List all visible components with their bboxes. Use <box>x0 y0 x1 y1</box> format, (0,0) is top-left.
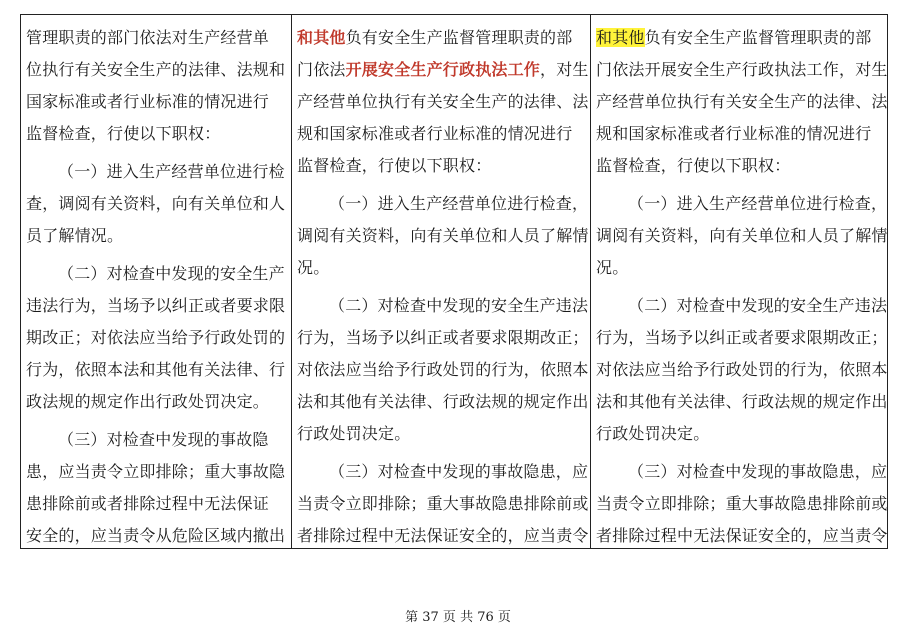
text-segment: 行为，依照本法和其他有关法律、行 <box>26 360 286 379</box>
text-line <box>297 156 491 176</box>
text-line <box>58 430 269 450</box>
text-line <box>297 392 589 412</box>
text-line <box>297 92 589 112</box>
text-segment: 安全的，应当责令从危险区域内撤出 <box>26 526 286 545</box>
text-segment: 政法规的规定作出行政处罚决定。 <box>26 392 270 411</box>
table-column-original <box>21 15 291 548</box>
text-line <box>26 60 285 80</box>
text-line <box>26 226 123 246</box>
highlighted-text: 和其他 <box>596 28 645 47</box>
text-line <box>596 258 628 278</box>
text-segment: 者排除过程中无法保证安全的，应当责令 <box>297 526 589 545</box>
text-segment: （一）进入生产经营单位进行检查， <box>628 194 888 213</box>
text-line <box>596 494 888 514</box>
text-segment: （三）对检查中发现的事故隐患，应 <box>628 462 888 481</box>
text-segment: 患，应当责令立即排除；重大事故隐 <box>26 462 286 481</box>
text-segment: 规和国家标准或者行业标准的情况进行 <box>596 124 872 143</box>
text-line <box>596 28 871 48</box>
text-segment: 当责令立即排除；重大事故隐患排除前或 <box>297 494 589 513</box>
text-line <box>26 296 285 316</box>
text-line <box>596 226 888 246</box>
text-line <box>628 296 887 316</box>
text-line <box>26 124 220 144</box>
text-segment: 对依法应当给予行政处罚的行为，依照本 <box>596 360 888 379</box>
text-segment: 法和其他有关法律、行政法规的规定作出 <box>596 392 888 411</box>
comparison-table <box>20 14 888 549</box>
text-line <box>297 226 589 246</box>
text-segment: 门依法 <box>297 60 346 79</box>
text-line <box>297 28 572 48</box>
text-line <box>596 124 871 144</box>
text-line <box>58 264 285 284</box>
text-line <box>628 462 887 482</box>
text-line <box>596 360 888 380</box>
text-segment: 况。 <box>596 258 629 277</box>
text-segment: 门依法开展安全生产行政执法工作，对生 <box>596 60 888 79</box>
text-segment: 患排除前或者排除过程中无法保证 <box>26 494 270 513</box>
text-line <box>329 194 588 214</box>
text-segment: 管理职责的部门依法对生产经营单 <box>26 28 270 47</box>
text-segment: 行政处罚决定。 <box>297 424 411 443</box>
text-line <box>297 328 589 348</box>
text-segment: 员了解情况。 <box>26 226 124 245</box>
text-line <box>596 328 888 348</box>
text-segment: （一）进入生产经营单位进行检查， <box>329 194 589 213</box>
text-line <box>297 526 589 546</box>
text-segment: （二）对检查中发现的安全生产 <box>58 264 285 283</box>
text-segment: 当责令立即排除；重大事故隐患排除前或 <box>596 494 888 513</box>
text-line <box>596 424 709 444</box>
text-line <box>26 28 269 48</box>
text-segment: （三）对检查中发现的事故隐患，应 <box>329 462 589 481</box>
text-segment: 对依法应当给予行政处罚的行为，依照本 <box>297 360 589 379</box>
text-line <box>596 392 888 412</box>
text-line <box>596 526 888 546</box>
text-segment: 监督检查，行使以下职权： <box>596 156 791 175</box>
text-line <box>58 162 285 182</box>
text-line <box>26 526 285 546</box>
text-segment: 规和国家标准或者行业标准的情况进行 <box>297 124 573 143</box>
text-line <box>297 124 572 144</box>
text-line <box>628 194 887 214</box>
text-line <box>329 296 588 316</box>
text-line <box>297 60 589 80</box>
text-segment: 者排除过程中无法保证安全的，应当责令 <box>596 526 888 545</box>
table-column-revised <box>590 15 888 548</box>
text-segment: 况。 <box>297 258 330 277</box>
text-segment: （三）对检查中发现的事故隐 <box>58 430 269 449</box>
text-line <box>26 494 269 514</box>
text-segment: 监督检查，行使以下职权： <box>297 156 492 175</box>
text-segment: （二）对检查中发现的安全生产违法 <box>329 296 589 315</box>
text-segment: 调阅有关资料，向有关单位和人员了解情 <box>596 226 888 245</box>
text-segment: 查，调阅有关资料，向有关单位和人 <box>26 194 286 213</box>
text-segment: 行政处罚决定。 <box>596 424 710 443</box>
text-line <box>297 494 589 514</box>
text-segment: 行为，当场予以纠正或者要求限期改正； <box>596 328 888 347</box>
text-line <box>596 60 888 80</box>
text-line <box>26 92 269 112</box>
emphasized-text: 和其他 <box>297 28 346 47</box>
text-line <box>26 194 285 214</box>
text-line <box>329 462 588 482</box>
emphasized-text: 开展安全生产行政执法工作 <box>345 60 541 79</box>
text-line <box>297 258 329 278</box>
text-line <box>596 92 888 112</box>
text-segment: 违法行为，当场予以纠正或者要求限 <box>26 296 286 315</box>
text-line <box>26 360 285 380</box>
text-segment: 产经营单位执行有关安全生产的法律、法 <box>596 92 888 111</box>
text-line <box>26 328 285 348</box>
text-segment: 法和其他有关法律、行政法规的规定作出 <box>297 392 589 411</box>
text-segment: 产经营单位执行有关安全生产的法律、法 <box>297 92 589 111</box>
text-segment: （一）进入生产经营单位进行检 <box>58 162 285 181</box>
text-line <box>596 156 790 176</box>
text-segment: 行为，当场予以纠正或者要求限期改正； <box>297 328 589 347</box>
text-line <box>297 360 589 380</box>
text-segment: 调阅有关资料，向有关单位和人员了解情 <box>297 226 589 245</box>
text-line <box>26 462 285 482</box>
text-segment: ，对生 <box>540 60 589 79</box>
table-column-draft <box>291 15 591 548</box>
text-segment: 期改正；对依法应当给予行政处罚的 <box>26 328 286 347</box>
text-line <box>297 424 410 444</box>
page-number: 第 37 页 共 76 页 <box>405 610 511 625</box>
text-segment: 监督检查，行使以下职权： <box>26 124 221 143</box>
text-segment: 位执行有关安全生产的法律、法规和 <box>26 60 286 79</box>
text-segment: （二）对检查中发现的安全生产违法 <box>628 296 888 315</box>
text-segment: 负有安全生产监督管理职责的部 <box>644 28 872 47</box>
text-segment: 国家标准或者行业标准的情况进行 <box>26 92 270 111</box>
text-segment: 负有安全生产监督管理职责的部 <box>345 28 573 47</box>
text-line <box>26 392 269 412</box>
